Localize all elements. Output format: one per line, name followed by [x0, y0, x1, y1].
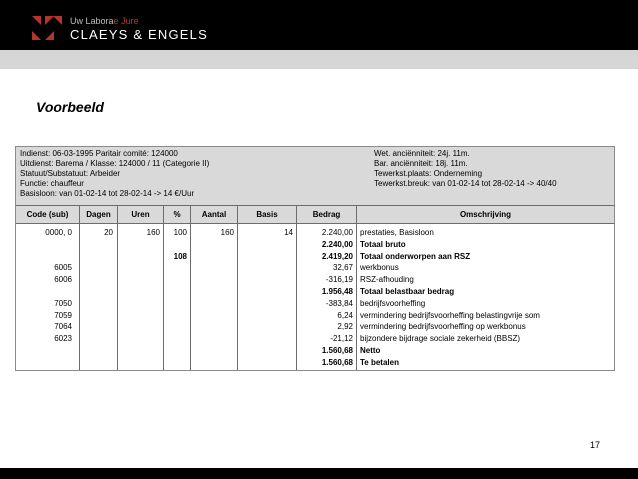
brand-tagline-suffix: e Jure	[113, 16, 139, 26]
cell-omschrijving: vermindering bedrijfsvoorheffing op werkbonus	[360, 322, 526, 332]
cell-percent	[164, 274, 187, 285]
cell-code	[16, 286, 72, 297]
cell-uren	[118, 333, 160, 344]
cell-bedrag: -383,84	[325, 298, 353, 308]
payslip-document	[15, 146, 615, 371]
page-number: 17	[590, 440, 601, 450]
table-row	[16, 251, 614, 262]
info-right-line: Bar. anciënniteit: 18j. 11m.	[374, 159, 468, 168]
cell-omschrijving: Totaal belastbaar bedrag	[360, 287, 455, 296]
cell-dagen	[80, 286, 113, 297]
table-row	[16, 333, 614, 344]
cell-basis	[238, 262, 293, 273]
table-row	[16, 298, 614, 309]
table-row	[16, 239, 614, 250]
cell-percent	[164, 262, 187, 273]
cell-dagen	[80, 239, 113, 250]
cell-omschrijving: Te betalen	[360, 357, 399, 367]
cell-bedrag: 1.560,68	[321, 346, 353, 355]
cell-omschrijving: werkbonus	[360, 263, 399, 273]
payslip-info-panel	[16, 147, 614, 206]
cell-uren: 160	[146, 228, 160, 237]
cell-aantal	[191, 345, 234, 356]
cell-percent	[164, 345, 187, 356]
cell-percent	[164, 310, 187, 321]
column-header-basis: Basis	[238, 206, 297, 224]
slide-title: Voorbeeld	[36, 99, 104, 115]
cell-bedrag: 2.240,00	[321, 228, 353, 237]
table-row	[16, 286, 614, 297]
cell-aantal	[191, 333, 234, 344]
cell-percent	[164, 286, 187, 297]
cell-uren	[118, 345, 160, 356]
header-band	[0, 50, 638, 69]
cell-basis	[238, 251, 293, 262]
column-header-omschrijving: Omschrijving	[459, 210, 512, 219]
column-header-percent: %	[164, 206, 191, 224]
table-row	[16, 274, 614, 285]
column-header-uren: Uren	[118, 206, 164, 224]
info-left-line: Indienst: 06-03-1995 Paritair comité: 124000	[20, 149, 178, 158]
cell-basis	[238, 239, 293, 250]
cell-percent: 108	[173, 251, 187, 261]
cell-bedrag: 32,67	[332, 263, 353, 273]
column-header-dagen: Dagen	[80, 206, 118, 224]
info-right-line: Wet. anciënniteit: 24j. 11m.	[374, 149, 470, 158]
cell-dagen	[80, 321, 113, 332]
table-row	[16, 357, 614, 368]
cell-basis	[238, 333, 293, 344]
cell-code: 6023	[54, 334, 72, 344]
cell-code	[16, 239, 72, 250]
cell-omschrijving: Totaal onderworpen aan RSZ	[360, 251, 471, 261]
cell-code: 6006	[54, 275, 72, 285]
table-body	[16, 224, 614, 371]
cell-omschrijving: prestaties, Basisloon	[360, 228, 434, 237]
info-left-line: Statuut/Substatuut: Arbeider	[20, 169, 121, 178]
cell-omschrijving: bedrijfsvoorheffing	[360, 298, 426, 308]
header-bar	[0, 0, 638, 50]
info-right-line: Tewerkst.breuk: van 01-02-14 tot 28-02-14 -> 40/40	[374, 179, 557, 188]
footer-bar	[0, 468, 638, 479]
cell-code: 6005	[54, 263, 72, 273]
cell-uren	[118, 286, 160, 297]
table-header	[16, 206, 614, 224]
brand-name: CLAEYS & ENGELS	[70, 27, 208, 42]
cell-bedrag: 6,24	[337, 310, 353, 320]
cell-code: 7050	[54, 298, 72, 308]
cell-bedrag: 1.560,68	[321, 357, 353, 367]
cell-dagen	[80, 310, 113, 321]
cell-aantal	[191, 262, 234, 273]
cell-dagen	[80, 262, 113, 273]
cell-omschrijving: Netto	[360, 346, 381, 355]
cell-aantal	[191, 239, 234, 250]
brand-tagline-prefix: Uw Labora	[70, 16, 114, 26]
table-row	[16, 310, 614, 321]
cell-omschrijving: bijzondere bijdrage sociale zekerheid (BBSZ)	[360, 334, 521, 344]
cell-bedrag: -316,19	[325, 275, 353, 285]
cell-bedrag: -21,12	[330, 334, 353, 344]
cell-dagen	[80, 251, 113, 262]
cell-bedrag: 2.419,20	[321, 251, 353, 261]
info-right-line: Tewerkst.plaats: Onderneming	[374, 169, 483, 178]
cell-basis	[238, 357, 293, 368]
cell-aantal	[191, 286, 234, 297]
cell-dagen	[80, 274, 113, 285]
cell-bedrag: 1.956,48	[321, 287, 353, 296]
cell-uren	[118, 239, 160, 250]
cell-uren	[118, 357, 160, 368]
cell-code	[16, 251, 72, 262]
cell-percent	[164, 239, 187, 250]
brand-tagline	[70, 16, 139, 26]
cell-bedrag: 2,92	[337, 322, 353, 332]
cell-basis	[238, 310, 293, 321]
cell-aantal	[191, 251, 234, 262]
cell-dagen	[80, 298, 113, 309]
table-row	[16, 227, 614, 238]
info-left-line: Uitdienst: Barema / Klasse: 124000 / 11 (Categorie II)	[20, 159, 210, 168]
info-left-line: Functie: chauffeur	[20, 179, 84, 188]
table-row	[16, 345, 614, 356]
cell-basis	[238, 345, 293, 356]
cell-percent: 100	[173, 228, 187, 237]
cell-basis	[238, 274, 293, 285]
table-row	[16, 262, 614, 273]
cell-aantal	[191, 357, 234, 368]
cell-code	[16, 357, 72, 368]
cell-omschrijving: RSZ-afhouding	[360, 275, 414, 285]
cell-uren	[118, 274, 160, 285]
info-left-line: Basisloon: van 01-02-14 tot 28-02-14 -> 14 €/Uur	[20, 189, 195, 198]
cell-uren	[118, 321, 160, 332]
cell-code: 0000, 0	[45, 228, 72, 237]
cell-percent	[164, 321, 187, 332]
cell-percent	[164, 333, 187, 344]
table-row	[16, 321, 614, 332]
cell-percent	[164, 298, 187, 309]
column-header-code: Code (sub)	[16, 206, 80, 224]
cell-code: 7059	[54, 310, 72, 320]
cell-code: 7064	[54, 322, 72, 332]
cell-aantal	[191, 298, 234, 309]
cell-omschrijving: vermindering bedrijfsvoorheffing belastingvrije som	[360, 310, 540, 320]
cell-uren	[118, 310, 160, 321]
cell-dagen	[80, 357, 113, 368]
cell-code	[16, 345, 72, 356]
cell-basis	[238, 286, 293, 297]
cell-basis: 14	[284, 228, 293, 237]
cell-percent	[164, 357, 187, 368]
cell-aantal	[191, 274, 234, 285]
column-header-bedrag: Bedrag	[297, 206, 357, 224]
cell-uren	[118, 298, 160, 309]
claeys-engels-logo-icon	[32, 16, 62, 40]
cell-bedrag: 2.240,00	[321, 239, 353, 249]
cell-dagen: 20	[104, 228, 113, 237]
cell-basis	[238, 321, 293, 332]
cell-dagen	[80, 345, 113, 356]
cell-uren	[118, 251, 160, 262]
cell-aantal	[191, 310, 234, 321]
column-header-aantal: Aantal	[191, 206, 238, 224]
cell-dagen	[80, 333, 113, 344]
cell-basis	[238, 298, 293, 309]
cell-uren	[118, 262, 160, 273]
cell-aantal: 160	[220, 228, 234, 237]
cell-omschrijving: Totaal bruto	[360, 239, 406, 249]
cell-aantal	[191, 321, 234, 332]
